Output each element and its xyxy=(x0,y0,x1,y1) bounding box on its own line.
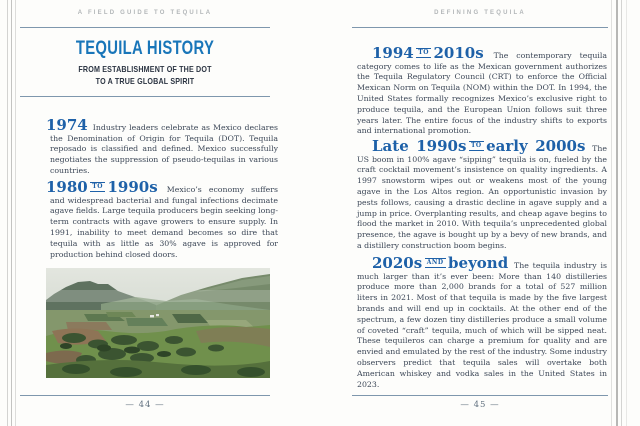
right-page-edge-line xyxy=(626,0,627,426)
entry-body: Industry leaders celebrate as Mexico declares the Denomination of Origin for Tequila (DOT). Tequila reposado is classified and defined. Mexico successfully negotiates the suppression of pseudo-tequilas in various countries. xyxy=(50,122,278,175)
page-subtitle xyxy=(40,64,250,87)
page-number: — 45 — xyxy=(460,400,500,410)
left-page-edge-line xyxy=(11,0,12,426)
heading-year: 1980 xyxy=(46,177,88,196)
right-page-edge-line xyxy=(621,0,622,426)
left-page-edge-line xyxy=(15,0,16,426)
page-title: TEQUILA HISTORY xyxy=(75,38,215,59)
heading-connector-ornament: AND xyxy=(426,258,444,266)
subtitle-line-1: FROM ESTABLISHMENT OF THE DOT xyxy=(78,64,212,74)
landscape-illustration xyxy=(46,268,270,378)
timeline-entry xyxy=(357,43,608,137)
timeline-entry xyxy=(46,177,278,261)
running-head: A FIELD GUIDE TO TEQUILA xyxy=(77,10,213,16)
timeline-entry xyxy=(357,253,607,391)
heading-year: 1994 xyxy=(372,43,414,62)
entry-body: The US boom in 100% agave “sipping” tequila is on, fueled by the craft cocktail movement’s insistence on quality ingredients. A 1997 snowstorm wipes out or weakens most of the young agave in the Los Altos region. An opportunistic invasion by pests follows, causing a drastic decline in agave supply and a jump in price. Overplanting results, and cheap agave begins to flood the market in 2010. With tequila’s unprecedented global presence, the agave is bought up by a bevy of new brands, and a distillery construction boom begins. xyxy=(357,143,607,250)
heading-connector-ornament: TO xyxy=(418,48,429,56)
left-page-edge-line xyxy=(7,0,8,426)
agave-landscape-photo xyxy=(46,268,270,378)
footer-rule xyxy=(20,395,270,396)
right-page-edge-line xyxy=(611,0,612,426)
heading-year: beyond xyxy=(448,253,509,272)
subtitle-line-2: TO A TRUE GLOBAL SPIRIT xyxy=(95,75,195,86)
left-page xyxy=(20,0,278,426)
heading-year: 1974 xyxy=(46,115,88,134)
title-rule xyxy=(20,96,270,97)
right-page-edge-line xyxy=(616,0,618,426)
header-rule xyxy=(352,27,608,28)
entry-heading xyxy=(372,137,585,155)
entry-heading xyxy=(372,44,484,62)
entry-body: The tequila industry is much larger than it’s ever been: More than 140 distilleries produce more than 2,000 brands for a total of 527 million liters in 2021. Most of that tequila is made by the five largest brands and will end up in cocktails. At the other end of the spectrum, a few dozen tiny distilleries produce a small volume of coveted “craft” tequila, much of which will be sipped neat. These tequileros can charge a premium for quality and are envied and emulated by the rest of the industry. Some industry observers predict that tequila sales will overtake both American whiskey and vodka sales in the United States in 2023. xyxy=(357,260,607,389)
heading-year: 1990s xyxy=(107,177,158,196)
header-rule xyxy=(20,27,270,28)
chapter-title-block xyxy=(20,38,270,87)
heading-year: 2010s xyxy=(433,43,484,62)
heading-year: 2020s xyxy=(372,253,423,272)
heading-year: early 2000s xyxy=(486,136,586,155)
page-number: — 44 — xyxy=(125,400,165,410)
timeline-entry xyxy=(46,115,278,177)
entry-heading xyxy=(372,254,508,272)
entry-body: Mexico’s economy suffers and widespread bacterial and fungal infections decimate agave fields. Large tequila producers begin seeking long-term contracts with agave growers to ensure supply. In 1991, inability to meet demand becomes so dire that tequila with as little as 30% agave is approved for production behind closed doors. xyxy=(50,184,278,259)
entry-heading xyxy=(46,116,88,134)
right-page xyxy=(352,0,608,426)
entry-heading xyxy=(46,178,158,196)
entry-body: The contemporary tequila category comes to life as the Mexican government authorizes the Tequila Regulatory Council (CRT) to enforce the Official Mexican Norm on Tequila (NOM) within the DOT. In 1994, the United States formally recognizes Mexico’s exclusive right to produce tequila, and the European Union follows suit three years later. The entire focus of the industry shifts to exports and international promotion. xyxy=(357,50,608,136)
heading-year: Late 1990s xyxy=(372,136,467,155)
heading-connector-ornament: TO xyxy=(92,182,103,190)
heading-connector-ornament: TO xyxy=(470,141,482,149)
footer-rule xyxy=(352,395,608,396)
timeline-entry xyxy=(357,136,607,252)
running-head: DEFINING TEQUILA xyxy=(434,10,526,16)
